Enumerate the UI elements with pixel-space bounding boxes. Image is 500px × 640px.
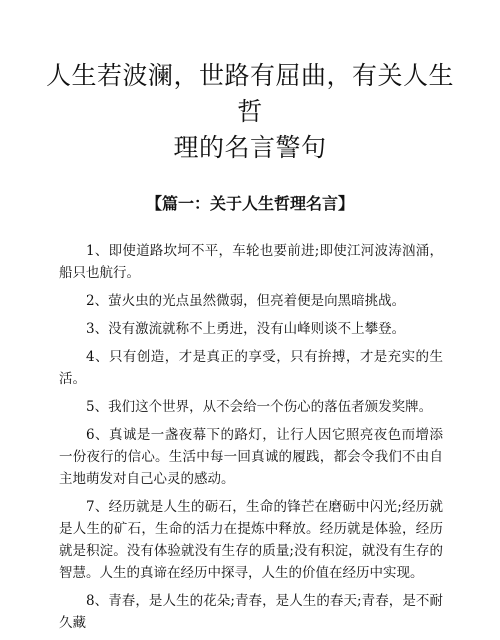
list-item: 3、没有激流就称不上勇进，没有山峰则谈不上攀登。 — [86, 321, 406, 337]
list-item: 2、萤火虫的光点虽然微弱，但亮着便是向黑暗挑战。 — [86, 293, 406, 309]
section-heading: 【篇一：关于人生哲理名言】 — [145, 194, 354, 213]
title-line-1: 人生若波澜，世路有屈曲，有关人生哲 — [45, 61, 454, 126]
list-item: 6、真诚是一盏夜幕下的路灯，让行人因它照亮夜色而增添一份夜行的信心。生活中每一回真诚的履践，都会令我们不由自主地萌发对自己心灵的感动。 — [59, 427, 443, 487]
list-item: 5、我们这个世界，从不会给一个伤心的落伍者颁发奖牌。 — [86, 399, 433, 415]
document-title — [40, 58, 460, 166]
quote-list — [59, 240, 443, 640]
title-line-2: 理的名言警句 — [173, 133, 327, 162]
list-item: 1、即使道路坎坷不平，车轮也要前进;即使江河波涛汹涌，船只也航行。 — [59, 243, 443, 281]
list-item: 4、只有创造，才是真正的享受，只有拚搏，才是充实的生活。 — [59, 349, 443, 387]
list-item: 8、青春，是人生的花朵;青春，是人生的春天;青春，是不耐久藏 — [59, 593, 443, 631]
list-item: 7、经历就是人生的砺石，生命的锋芒在磨砺中闪光;经历就是人生的矿石，生命的活力在提炼中释放。经历就是体验，经历就是积淀。没有体验就没有生存的质量;没有积淀，就没有生存的智慧。人生的真谛在经历中探寻，人生的价值在经历中实现。 — [59, 499, 443, 581]
